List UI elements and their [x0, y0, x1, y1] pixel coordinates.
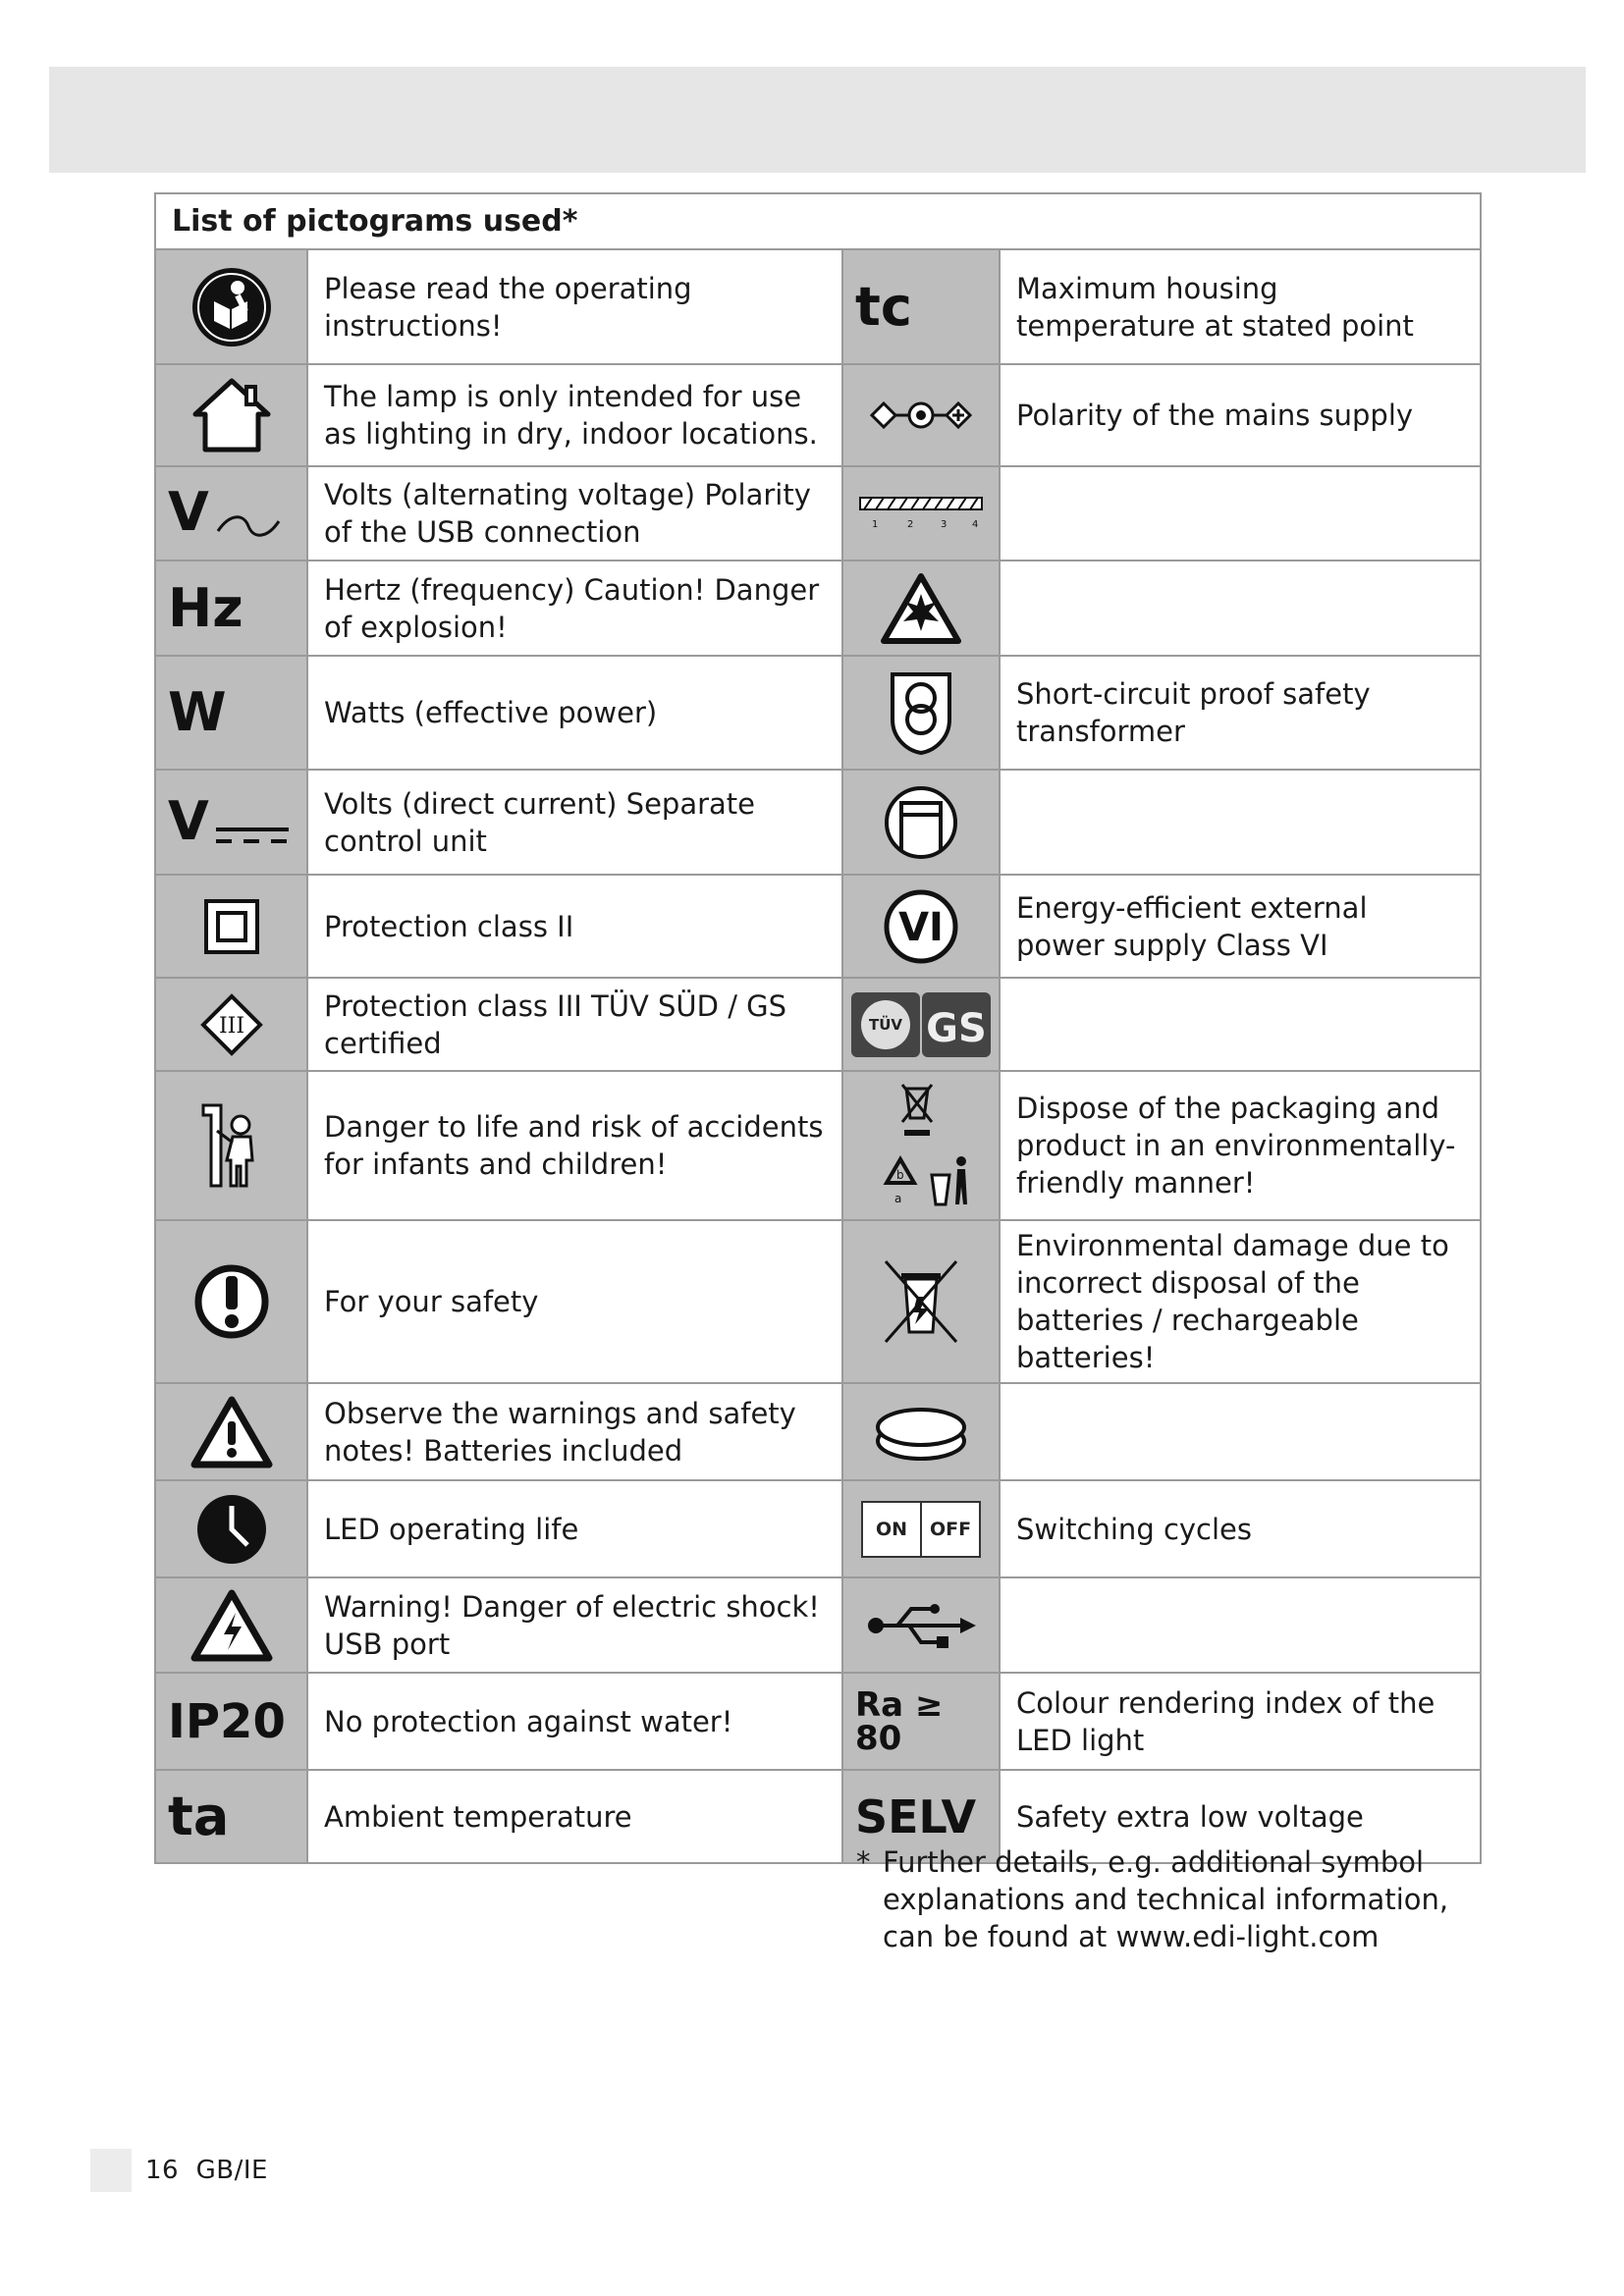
warning-triangle-icon	[155, 1383, 307, 1480]
table-row	[155, 561, 1481, 656]
svg-text:b: b	[896, 1168, 904, 1182]
table-title-mark: *	[562, 204, 578, 239]
ra-glyph: Ra ≥ 80	[855, 1684, 944, 1758]
picto-description: Ambient temperature	[307, 1770, 842, 1863]
table-row	[155, 1673, 1481, 1770]
footnote	[856, 1843, 1465, 1955]
volts-glyph: V	[168, 481, 209, 544]
table-row	[155, 1383, 1481, 1480]
svg-text:1: 1	[872, 519, 879, 530]
picto-description: For your safety	[307, 1220, 842, 1383]
ip20-icon	[155, 1673, 307, 1770]
picto-description: Energy-efficient external power supply Class VI	[1000, 875, 1481, 978]
hertz-glyph: Hz	[168, 576, 244, 639]
table-row	[155, 1071, 1481, 1220]
picto-description: Environmental damage due to incorrect disposal of the batteries / rechargeable batteries!	[1000, 1220, 1481, 1383]
volts-dc-icon	[155, 770, 307, 875]
picto-description: Protection class III TÜV SÜD / GS certified	[307, 978, 842, 1071]
watts-glyph: W	[168, 681, 227, 743]
footnote-mark: *	[856, 1845, 871, 1879]
ra-index-icon	[842, 1673, 1000, 1770]
table-row	[155, 466, 1481, 561]
table-row	[155, 249, 1481, 364]
table-row	[155, 656, 1481, 770]
read-instructions-icon	[155, 249, 307, 364]
pictogram-table	[154, 192, 1482, 1864]
safety-transformer-icon	[842, 656, 1000, 770]
page-footer	[90, 2149, 268, 2192]
picto-description: Warning! Danger of electric shock! USB port	[307, 1577, 842, 1673]
ta-icon	[155, 1770, 307, 1863]
picto-description: Maximum housing temperature at stated point	[1000, 249, 1481, 364]
efficiency-class-glyph: VI	[898, 904, 944, 950]
picto-description	[1000, 561, 1481, 656]
picto-description: Safety extra low voltage	[1000, 1770, 1481, 1863]
exclamation-circle-icon	[155, 1220, 307, 1383]
usb-symbol-icon	[842, 1577, 1000, 1673]
ip20-glyph: IP20	[168, 1693, 286, 1749]
indoor-house-icon	[155, 364, 307, 466]
picto-description	[1000, 1383, 1481, 1480]
tc-symbol	[842, 249, 1000, 364]
tuv-glyph: TÜV	[868, 1015, 903, 1034]
volts-ac-icon	[155, 466, 307, 561]
page-number	[145, 2156, 268, 2185]
picto-description: Please read the operating instructions!	[307, 249, 842, 364]
electric-shock-icon	[155, 1577, 307, 1673]
usb-polarity-icon	[842, 466, 1000, 561]
table-row	[155, 1577, 1481, 1673]
clock-icon	[155, 1480, 307, 1577]
picto-description	[1000, 770, 1481, 875]
tuv-gs-logo-icon	[842, 978, 1000, 1071]
header-band	[49, 67, 1586, 173]
tc-glyph: tc	[855, 275, 912, 338]
footer-marker	[90, 2149, 132, 2192]
recycling-disposal-icon	[842, 1071, 1000, 1220]
svg-text:4: 4	[972, 519, 979, 530]
picto-description: No protection against water!	[307, 1673, 842, 1770]
picto-description: Dispose of the packaging and product in an environmentally-friendly manner!	[1000, 1071, 1481, 1220]
picto-description: Colour rendering index of the LED light	[1000, 1673, 1481, 1770]
gs-glyph: GS	[926, 1005, 987, 1051]
footnote-text: Further details, e.g. additional symbol explanations and technical information, can be found at www.edi-light.com	[883, 1845, 1449, 1953]
table-row	[155, 875, 1481, 978]
picto-description: Hertz (frequency) Caution! Danger of explosion!	[307, 561, 842, 656]
mains-polarity-icon	[842, 364, 1000, 466]
table-row	[155, 1220, 1481, 1383]
efficiency-class-vi-icon	[842, 875, 1000, 978]
ta-glyph: ta	[168, 1785, 230, 1847]
svg-text:2: 2	[907, 519, 914, 530]
picto-description	[1000, 978, 1481, 1071]
picto-description: Protection class II	[307, 875, 842, 978]
volts-glyph: V	[168, 789, 209, 852]
picto-description	[1000, 1577, 1481, 1673]
explosion-warning-icon	[842, 561, 1000, 656]
svg-text:a: a	[894, 1192, 902, 1205]
picto-description: LED operating life	[307, 1480, 842, 1577]
svg-text:3: 3	[941, 519, 947, 530]
watts-icon	[155, 656, 307, 770]
picto-description: Watts (effective power)	[307, 656, 842, 770]
picto-description	[1000, 466, 1481, 561]
page-language: GB/IE	[195, 2156, 268, 2185]
picto-description: Danger to life and risk of accidents for infants and children!	[307, 1071, 842, 1220]
picto-description: Polarity of the mains supply	[1000, 364, 1481, 466]
picto-description: Short-circuit proof safety transformer	[1000, 656, 1481, 770]
picto-description: Switching cycles	[1000, 1480, 1481, 1577]
on-off-switch-icon	[842, 1480, 1000, 1577]
table-title	[155, 193, 1481, 249]
picto-description: Observe the warnings and safety notes! Batteries included	[307, 1383, 842, 1480]
protection-class-glyph: III	[218, 1013, 244, 1039]
battery-cell-icon	[842, 1383, 1000, 1480]
picto-description: Volts (alternating voltage) Polarity of the USB connection	[307, 466, 842, 561]
table-row	[155, 978, 1481, 1071]
on-off-switch	[861, 1501, 981, 1558]
control-unit-icon	[842, 770, 1000, 875]
table-row	[155, 1480, 1481, 1577]
child-danger-icon	[155, 1071, 307, 1220]
selv-glyph: SELV	[855, 1789, 977, 1843]
picto-description: The lamp is only intended for use as lighting in dry, indoor locations.	[307, 364, 842, 466]
table-title-text: List of pictograms used	[172, 204, 563, 239]
crossed-bin-icon	[842, 1220, 1000, 1383]
protection-class-ii-icon	[155, 875, 307, 978]
table-row	[155, 364, 1481, 466]
table-row	[155, 770, 1481, 875]
hertz-icon	[155, 561, 307, 656]
protection-class-iii-icon	[155, 978, 307, 1071]
off-label: OFF	[920, 1503, 979, 1556]
page-number-value: 16	[145, 2156, 180, 2185]
on-label: ON	[875, 1518, 908, 1540]
picto-description: Volts (direct current) Separate control unit	[307, 770, 842, 875]
